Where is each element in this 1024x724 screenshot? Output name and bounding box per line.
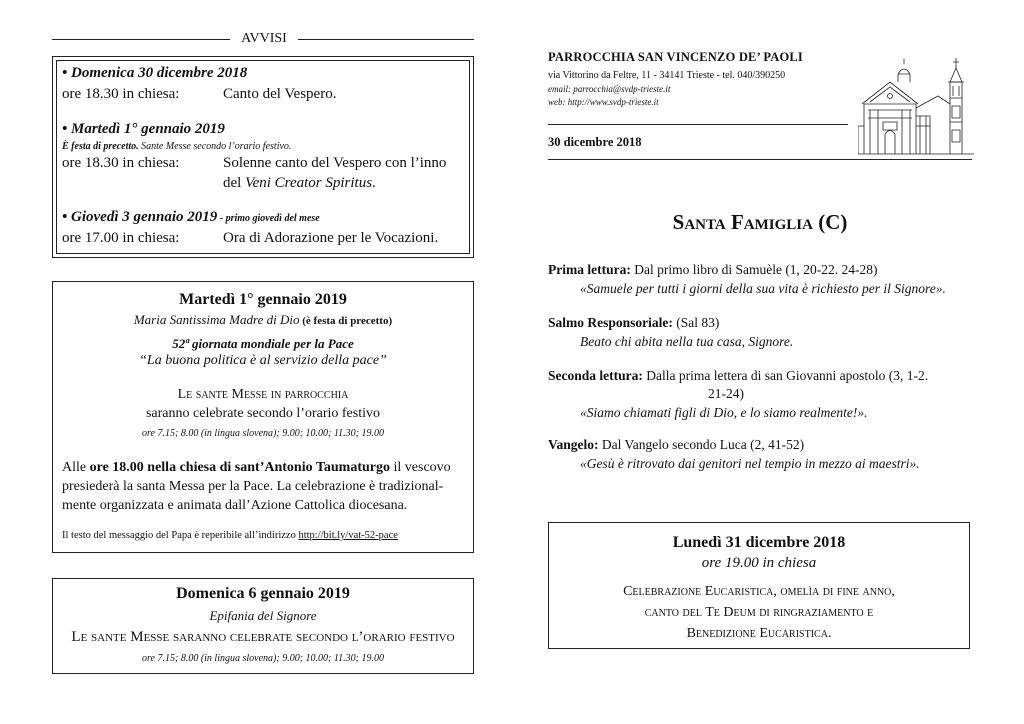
p-line1-b: ore 18.00 nella chiesa di sant’Antonio Taumaturgo: [89, 460, 390, 475]
box-31-dicembre-time: ore 19.00 in chiesa: [701, 555, 817, 571]
parish-name: PARROCCHIA SAN VINCENZO DE’ PAOLI: [548, 50, 804, 64]
parish-address: via Vittorino da Feltre, 11 - 34141 Trieste - tel. 040/390250: [548, 70, 786, 81]
box-31-dicembre-line3: Benedizione Eucaristica.: [686, 626, 832, 641]
reading-salmo-quote: Beato chi abita nella tua casa, Signore.: [580, 334, 794, 349]
reading-salmo-label: Salmo Responsoriale:: [548, 315, 673, 330]
reading-seconda-line: [548, 368, 978, 384]
box-6-gennaio-messe: Le sante Messe saranno celebrate secondo l’orario festivo: [71, 629, 455, 645]
avvisi-day2-time: ore 18.30 in chiesa:: [62, 155, 180, 171]
avvisi-day2-note-text: Sante Messe secondo l’orario festivo.: [138, 141, 292, 152]
box-1-gennaio-giornata: 52ª giornata mondiale per la Pace: [172, 336, 354, 351]
box-1-gennaio-subtitle: [53, 312, 473, 328]
avvisi-day3-time: ore 17.00 in chiesa:: [62, 230, 180, 246]
avvisi-day2-note: [62, 141, 291, 152]
box-1-gennaio-precetto: (è festa di precetto): [299, 315, 393, 327]
reading-prima: [548, 262, 978, 297]
box-1-gennaio-orari: ore 7.15; 8.00 (in lingua slovena); 9.00; 10.00; 11.30; 19.00: [142, 428, 384, 439]
box-6-gennaio-subtitle: Epifania del Signore: [209, 608, 317, 623]
avvisi-day1-title: • Domenica 30 dicembre 2018: [62, 65, 248, 81]
box-6-gennaio-orari: ore 7.15; 8.00 (in lingua slovena); 9.00; 10.00; 11.30; 19.00: [142, 653, 384, 664]
box-1-gennaio-p-line2: presiederà la santa Messa per la Pace. La celebrazione è tradizional-: [62, 479, 444, 494]
reading-prima-label: Prima lettura:: [548, 262, 631, 277]
reading-vangelo-ref: Dal Vangelo secondo Luca (2, 41-52): [598, 437, 805, 452]
header-rule-top: [548, 124, 848, 125]
reading-salmo: [548, 315, 978, 350]
p-line1-a: Alle: [62, 460, 90, 475]
papal-message-link[interactable]: http://bit.ly/vat-52-pace: [298, 530, 398, 541]
header-rule-bottom: [548, 159, 972, 160]
box-1-gennaio-motto: “La buona politica è al servizio della pace”: [139, 353, 387, 368]
box-1-gennaio-p-line3: mente organizzata e animata dall’Azione Cattolica diocesana.: [62, 498, 408, 513]
box-31-dicembre-line1: Celebrazione Eucaristica, omelìa di fine anno,: [623, 584, 895, 599]
reading-seconda-ref: Dalla prima lettera di san Giovanni apostolo (3, 1-2.: [642, 368, 929, 383]
reading-seconda-cont: 21-24): [708, 386, 744, 401]
reading-prima-quote: «Samuele per tutti i giorni della sua vita è richiesto per il Signore».: [580, 281, 946, 296]
avvisi-day1-event: Canto del Vespero.: [223, 86, 337, 102]
avvisi-day2-hymn: Veni Creator Spiritus: [245, 175, 373, 191]
reading-salmo-line: [548, 315, 978, 331]
avvisi-rule-right: [298, 39, 474, 40]
box-1-gennaio-solemnity: Maria Santissima Madre di Dio: [133, 312, 300, 327]
avvisi-day1-time: ore 18.30 in chiesa:: [62, 86, 180, 102]
reading-vangelo-label: Vangelo:: [548, 437, 599, 452]
reading-seconda-label: Seconda lettura:: [548, 368, 643, 383]
reading-vangelo-line: [548, 437, 978, 453]
avvisi-day3-sub: - primo giovedì del mese: [217, 213, 320, 224]
box-31-dicembre: [548, 522, 970, 649]
reading-prima-line: [548, 262, 978, 278]
box-1-gennaio-paragraph: [62, 458, 464, 515]
box-6-gennaio: [52, 578, 474, 674]
p-line1-c: il vescovo: [390, 460, 451, 475]
bulletin-date: 30 dicembre 2018: [548, 135, 642, 149]
avvisi-box: [52, 56, 474, 258]
avvisi-rule-left: [52, 39, 230, 40]
box-1-gennaio-messe-1: Le sante Messe in parrocchia: [177, 387, 349, 402]
reading-vangelo: [548, 437, 978, 472]
avvisi-day2-title: • Martedì 1° gennaio 2019: [62, 121, 225, 137]
box-31-dicembre-line2: canto del Te Deum di ringraziamento e: [644, 605, 874, 620]
avvisi-day2-event-2c: .: [372, 175, 376, 191]
box-1-gennaio-title: Martedì 1° gennaio 2019: [179, 291, 347, 308]
box-1-gennaio: [52, 281, 474, 553]
church-illustration: [858, 46, 974, 156]
box-1-gennaio-link-text: Il testo del messaggio del Papa è reperibile all’indirizzo: [62, 530, 299, 541]
feast-title: Santa Famiglia (C): [672, 210, 848, 234]
avvisi-day2-event-2: [223, 175, 376, 192]
reading-seconda: [548, 368, 978, 421]
avvisi-day3-title: • Giovedì 3 gennaio 2019: [62, 209, 218, 225]
avvisi-day2-note-bold: È festa di precetto.: [62, 141, 139, 152]
box-1-gennaio-messe-2: saranno celebrate secondo l’orario festivo: [145, 406, 380, 421]
box-1-gennaio-link-row: [62, 530, 398, 541]
avvisi-day2-event-1: Solenne canto del Vespero con l’inno: [223, 155, 447, 171]
avvisi-day3-event: Ora di Adorazione per le Vocazioni.: [223, 230, 439, 246]
avvisi-heading: AVVISI: [241, 31, 287, 46]
parish-web: web: http://www.svdp-trieste.it: [548, 97, 659, 107]
reading-vangelo-quote: «Gesù è ritrovato dai genitori nel tempio in mezzo ai maestri».: [580, 456, 920, 471]
box-6-gennaio-title: Domenica 6 gennaio 2019: [176, 585, 350, 602]
box-1-gennaio-p-line1: [62, 458, 464, 477]
box-31-dicembre-title: Lunedì 31 dicembre 2018: [672, 534, 846, 551]
reading-seconda-quote: «Siamo chiamati figli di Dio, e lo siamo realmente!».: [580, 405, 868, 420]
reading-salmo-ref: (Sal 83): [672, 315, 720, 330]
avvisi-day2-event-2a: del: [223, 175, 246, 191]
reading-prima-ref: Dal primo libro di Samuèle (1, 20-22. 24-28): [630, 262, 878, 277]
avvisi-day3-title-row: [62, 209, 320, 226]
parish-email: email: parrocchia@svdp-trieste.it: [548, 84, 671, 94]
